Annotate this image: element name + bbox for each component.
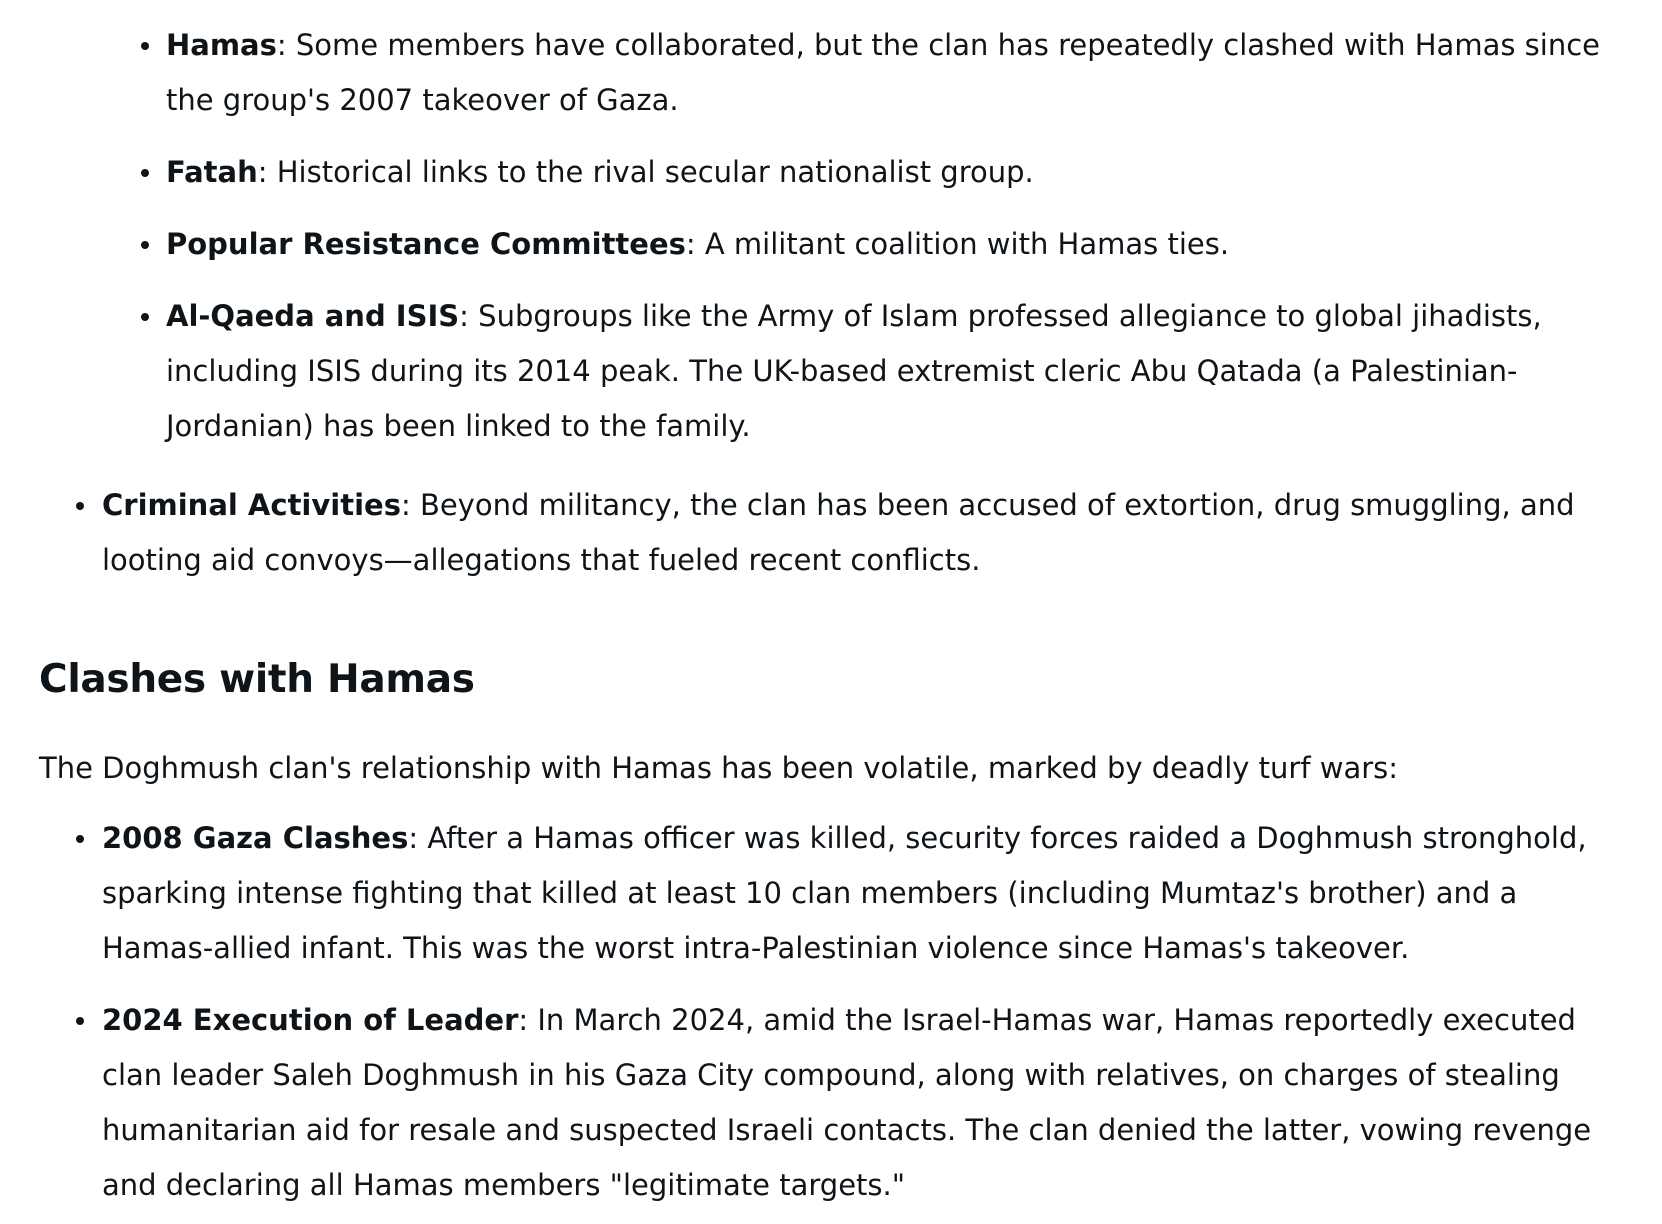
item-label: Criminal Activities: [102, 488, 401, 522]
list-item-hamas: [166, 18, 1606, 128]
list-item-alqaeda-isis: [166, 289, 1606, 454]
item-text: : A militant coalition with Hamas ties.: [685, 227, 1230, 261]
list-item-2008-clashes: [102, 811, 1602, 976]
item-label: 2008 Gaza Clashes: [102, 821, 409, 855]
list-item-criminal-activities: [102, 478, 1602, 588]
criminal-list: [102, 478, 1602, 588]
list-item-prc: [166, 217, 1606, 272]
item-label: 2024 Execution of Leader: [102, 1003, 519, 1037]
item-label: Fatah: [166, 155, 258, 189]
list-item-fatah: [166, 145, 1606, 200]
section-heading: Clashes with Hamas: [39, 657, 475, 702]
clashes-list: [102, 811, 1602, 1224]
item-label: Popular Resistance Committees: [166, 227, 686, 261]
item-text: : Subgroups like the Army of Islam professed allegiance to global jihadists, including ISIS during its 2014 peak. The UK-based extremist cleric Abu Qatada (a Palestinian-Jordanian) has been linked to the family.: [166, 299, 1542, 443]
list-item-2024-execution: [102, 993, 1602, 1213]
section-intro: The Doghmush clan's relationship with Hamas has been volatile, marked by deadly turf wars:: [39, 751, 1399, 785]
item-label: Hamas: [166, 28, 277, 62]
affiliations-sublist: [166, 18, 1606, 471]
item-text: : After a Hamas officer was killed, security forces raided a Doghmush stronghold, sparking intense fighting that killed at least 10 clan members (including Mumtaz's brother) and a Hamas-allied infant. This was the worst intra-Palestinian violence since Hamas's takeover.: [102, 821, 1587, 965]
item-label: Al-Qaeda and ISIS: [166, 299, 460, 333]
item-text: : In March 2024, amid the Israel-Hamas war, Hamas reportedly executed clan leader Saleh Doghmush in his Gaza City compound, along with relatives, on charges of stealing humanitarian aid for resale and suspected Israeli contacts. The clan denied the latter, vowing revenge and declaring all Hamas members "legitimate targets.": [102, 1003, 1592, 1202]
item-text: : Historical links to the rival secular nationalist group.: [257, 155, 1034, 189]
item-text: : Some members have collaborated, but the clan has repeatedly clashed with Hamas since the group's 2007 takeover of Gaza.: [166, 28, 1601, 117]
item-text: : Beyond militancy, the clan has been accused of extortion, drug smuggling, and looting aid convoys—allegations that fueled recent conflicts.: [102, 488, 1575, 577]
